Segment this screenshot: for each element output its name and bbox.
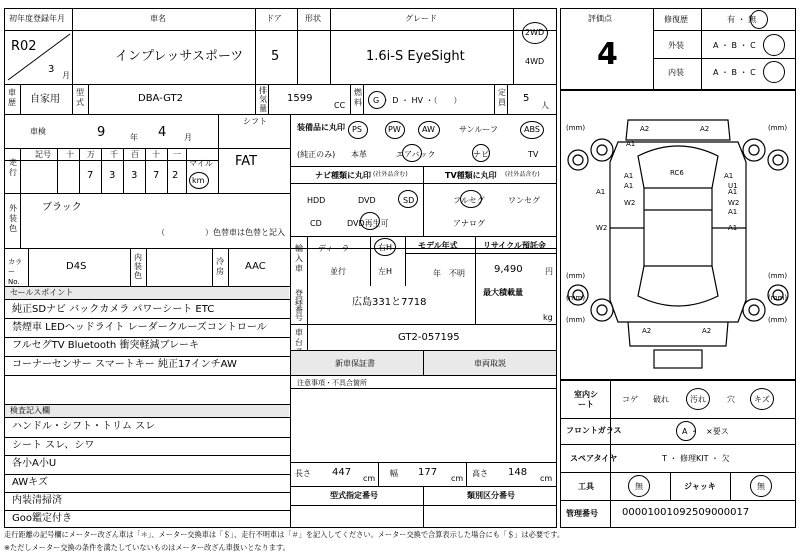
interior-c-circle xyxy=(763,61,785,83)
selling-point-line: 純正SDナビ バックカメラ パワーシート ETC xyxy=(12,304,215,315)
seat-tear: 破れ xyxy=(653,395,669,404)
exterior-label: 外装 xyxy=(668,41,684,50)
diagram-label: A2 xyxy=(642,327,652,335)
model-label: 車名 xyxy=(150,14,166,23)
mileage-header-5: 十 xyxy=(152,150,160,159)
color-value: ブラック xyxy=(42,202,82,213)
seat-scratch: キズ xyxy=(754,395,770,404)
mileage-header-mark: 記号 xyxy=(35,150,51,159)
usage-label: 車歴 xyxy=(8,88,16,107)
seat-burn: コゲ xyxy=(622,395,638,404)
diagram-label: U1 xyxy=(728,182,738,190)
model-value: インプレッサスポーツ xyxy=(115,49,244,64)
repair-options: 有 ・ 無 xyxy=(727,15,757,24)
diagram-label: A2 xyxy=(640,125,650,133)
equip-navi: ナビ xyxy=(473,150,489,159)
type-value: DBA-GT2 xyxy=(138,93,184,104)
tv-analog: アナログ xyxy=(453,219,485,228)
selling-point-line: フルセグTV Bluetooth 衝突軽減ブレーキ xyxy=(12,340,200,351)
equipment-sublabel: (純正のみ) xyxy=(297,150,336,159)
length-unit: cm xyxy=(363,474,376,483)
diagram-label: RC6 xyxy=(670,169,684,177)
seat-stain: 汚れ xyxy=(690,395,706,404)
first-reg-era-year: R02 xyxy=(11,39,37,54)
diagram-label: W2 xyxy=(728,199,740,207)
model-year-value: 年 不明 xyxy=(433,269,465,278)
diagram-label: W2 xyxy=(596,224,608,232)
diagram-label: A1 xyxy=(626,140,636,148)
tools-value: 無 xyxy=(635,482,643,491)
inspector-note-line: 各小A小U xyxy=(12,458,57,469)
nav-dvd-play: DVD再生可 xyxy=(347,219,389,228)
type-label: 型式 xyxy=(76,88,84,107)
diagram-label: A1 xyxy=(624,172,634,180)
interior-label: 内装 xyxy=(668,68,684,77)
chassis-label: 車台 xyxy=(295,328,303,347)
footer-line1: 走行距離の記号欄にメーター改ざん車は「＊」、メーター交換車は「＄」、走行不明車は「＃」を記入してください。メーター交換で合算表示した場合にも「＄」は必要です。 xyxy=(4,530,565,539)
interior-color-label: 内装色 xyxy=(134,253,142,280)
first-reg-label: 初年度登録年月 xyxy=(9,14,65,23)
displacement-value: 1599 xyxy=(287,93,313,104)
displacement-label: 排気量 xyxy=(259,86,267,113)
mm-mark: (mm) xyxy=(768,294,788,302)
repair-none-circle xyxy=(750,10,768,29)
ac-label: 冷房 xyxy=(216,257,224,276)
fuel-label: 燃料 xyxy=(354,88,362,107)
new-car-guarantee: 新車保証書 xyxy=(335,359,375,368)
diagram-label: A1 xyxy=(624,182,634,190)
width-value: 177 xyxy=(418,467,438,478)
import-parallel: 並行 xyxy=(330,267,346,276)
windshield-options: A ・ ×要ス xyxy=(682,427,729,436)
width-unit: cm xyxy=(451,474,464,483)
grade-label: グレード xyxy=(405,14,437,23)
mileage-label: 走行 xyxy=(9,158,17,177)
owner-manual: 車両取説 xyxy=(474,359,506,368)
inspection-year-unit: 年 xyxy=(130,133,138,142)
seat-hole: 穴 xyxy=(727,395,735,404)
height-label: 高さ xyxy=(472,469,488,478)
diagram-label: W2 xyxy=(624,199,636,207)
mileage-header-2: 万 xyxy=(87,150,95,159)
interior-options: A ・ B ・ C xyxy=(713,68,756,77)
nav-type-sub: (社外品含む) xyxy=(373,171,408,178)
mileage-digit: 2 xyxy=(172,170,179,181)
length-label: 長さ xyxy=(295,469,311,478)
recycle-label: リサイクル預託金 xyxy=(483,241,546,250)
inspector-note-line: 内装清掃済 xyxy=(12,495,62,506)
inspector-note-line: Goo鑑定付き xyxy=(12,513,72,524)
mileage-header-3: 千 xyxy=(110,150,118,159)
car-diagram-svg xyxy=(560,90,796,380)
doors-label: ドア xyxy=(266,14,282,23)
category-label: 類別区分番号 xyxy=(467,491,515,500)
inspector-note-line: ハンドル・シフト・トリム スレ xyxy=(12,421,156,432)
notes-label: 注意事項・不具合箇所 xyxy=(297,379,367,387)
color-label: 外装色 xyxy=(9,204,17,233)
equip-leather: 本革 xyxy=(351,150,367,159)
mileage-digit: 7 xyxy=(153,170,160,181)
footer-line2: ※ただしメーター交換の条件を満たしていないものはメーター改ざん車扱いとなります。 xyxy=(4,543,290,552)
color-code-label: カラーNo. xyxy=(8,258,22,286)
mileage-header-4: 百 xyxy=(131,150,139,159)
fuel-options: G ・ D ・ HV ・（ ） xyxy=(373,96,462,105)
chassis-value: GT2-057195 xyxy=(398,332,460,343)
right-h: 右H xyxy=(378,243,393,252)
color-note: （ ）色替車は色替と記入 xyxy=(157,228,285,237)
inspection-month: 4 xyxy=(158,125,167,140)
diagram-label: A1 xyxy=(728,224,738,232)
score-value: 4 xyxy=(597,37,618,72)
mm-mark: (mm) xyxy=(768,272,788,280)
nav-type-label: ナビ種類に丸印 xyxy=(315,171,371,180)
inspector-note-line: シート スレ、シワ xyxy=(12,440,95,451)
shape-label: 形状 xyxy=(305,14,321,23)
mileage-header-1: 十 xyxy=(66,150,74,159)
diagram-label: A1 xyxy=(728,208,738,216)
exterior-options: A ・ B ・ C xyxy=(713,41,756,50)
inspection-label: 車検 xyxy=(30,127,46,136)
equip-ps: PS xyxy=(352,125,362,134)
type-designation-label: 型式指定番号 xyxy=(330,491,378,500)
seat-label: 室内シート xyxy=(574,390,598,409)
mgmt-value: 00001001092509000017 xyxy=(622,507,750,518)
import-dealer: ディーラー xyxy=(318,244,358,253)
diagram-label: A2 xyxy=(702,327,712,335)
recycle-value: 9,490 xyxy=(494,264,523,275)
nav-dvd: DVD xyxy=(358,196,376,205)
usage-value: 自家用 xyxy=(30,94,60,105)
left-h: 左H xyxy=(378,267,393,276)
tv-oneseg: ワンセグ xyxy=(508,196,540,205)
jack-value: 無 xyxy=(757,482,765,491)
diagram-label: A1 xyxy=(596,188,606,196)
tools-label: 工具 xyxy=(578,482,594,491)
mileage-header-mile: マイル xyxy=(189,159,213,168)
selling-point-line: 禁煙車 LEDヘッドライト レーダークルーズコントロール xyxy=(12,322,267,333)
repair-label: 修復歴 xyxy=(664,15,688,24)
mm-mark: (mm) xyxy=(566,124,586,132)
inspector-note-line: AWキズ xyxy=(12,477,48,488)
mileage-digit: 7 xyxy=(87,170,94,181)
shift-label: シフト xyxy=(243,117,267,126)
mileage-header-6: 一 xyxy=(173,150,181,159)
inspection-month-unit: 月 xyxy=(184,133,192,142)
diagram-label: A1 xyxy=(724,172,734,180)
score-label: 評価点 xyxy=(588,14,612,23)
registration-label: 登録番号 xyxy=(295,289,303,322)
first-reg-month: 3 xyxy=(48,64,55,75)
mileage-digit: 3 xyxy=(131,170,138,181)
selling-points-label: セールスポイント xyxy=(10,288,74,297)
tv-fullseg: フルセグ xyxy=(453,196,485,205)
equip-aw: AW xyxy=(422,125,435,134)
equip-abs: ABS xyxy=(524,125,540,134)
ac-value: AAC xyxy=(245,261,266,272)
max-load-label: 最大積載量 xyxy=(483,288,523,297)
spare-tire-label: スペアタイヤ xyxy=(570,454,618,463)
nav-hdd: HDD xyxy=(307,196,326,205)
equip-tv: TV xyxy=(528,150,539,159)
mm-mark: (mm) xyxy=(566,272,586,280)
windshield-label: フロントガラス xyxy=(566,426,622,435)
color-code-value: D4S xyxy=(66,261,87,272)
capacity-unit: 人 xyxy=(541,101,549,110)
mm-mark: (mm) xyxy=(566,316,586,324)
shift-value: FAT xyxy=(235,154,258,169)
import-label: 輸入車 xyxy=(295,244,303,273)
jack-label: ジャッキ xyxy=(684,482,716,491)
equip-pw: PW xyxy=(388,125,401,134)
max-load-unit: kg xyxy=(543,313,553,322)
exterior-c-circle xyxy=(763,34,785,56)
diagram-label: A2 xyxy=(700,125,710,133)
equip-airbag: エアバック xyxy=(396,150,436,159)
registration-value: 広島331と7718 xyxy=(352,297,427,308)
mm-mark: (mm) xyxy=(768,316,788,324)
tv-type-sub: (社外品含む) xyxy=(505,171,540,178)
equip-sunroof: サンルーフ xyxy=(459,125,498,134)
capacity-value: 5 xyxy=(523,93,530,104)
model-year-label: モデル年式 xyxy=(418,241,458,250)
doors-value: 5 xyxy=(271,49,280,64)
inspection-year: 9 xyxy=(97,125,106,140)
height-value: 148 xyxy=(508,467,528,478)
grade-value: 1.6i-S EyeSight xyxy=(366,49,465,64)
mm-mark: (mm) xyxy=(566,294,586,302)
tv-type-label: TV種類に丸印 xyxy=(445,171,497,180)
height-unit: cm xyxy=(540,474,553,483)
inspector-notes-label: 検査記入欄 xyxy=(10,406,50,415)
displacement-unit: CC xyxy=(334,101,346,110)
drive-2wd: 2WD xyxy=(525,28,545,37)
length-value: 447 xyxy=(332,467,352,478)
mm-mark: (mm) xyxy=(768,124,788,132)
mileage-digit: 3 xyxy=(109,170,116,181)
equipment-label: 装備品に丸印 xyxy=(297,123,345,132)
width-label: 幅 xyxy=(390,469,398,478)
selling-point-line: コーナーセンサー スマートキー 純正17インチAW xyxy=(12,359,237,370)
capacity-label: 定員 xyxy=(498,88,506,107)
nav-sd: SD xyxy=(403,196,415,205)
recycle-unit: 円 xyxy=(545,267,553,276)
first-reg-month-unit: 月 xyxy=(62,71,70,80)
diagram-label: A1 xyxy=(728,188,738,196)
drive-4wd: 4WD xyxy=(525,57,545,66)
mgmt-label: 管理番号 xyxy=(566,509,598,518)
spare-tire-options: T ・ 修理KIT ・ 欠 xyxy=(662,454,730,463)
mileage-unit: km xyxy=(192,176,205,185)
nav-cd: CD xyxy=(310,219,322,228)
